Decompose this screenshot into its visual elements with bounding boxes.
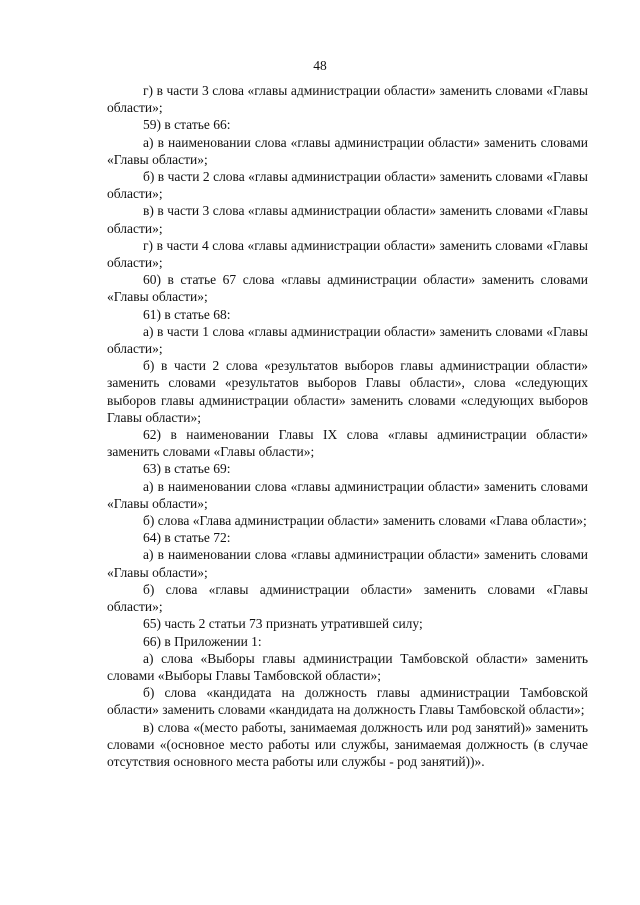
paragraph: 66) в Приложении 1: [143,633,262,649]
page-number: 48 [313,58,327,73]
paragraph: в) слова «(место работы, занимаемая должность или род занятий)» заменить словами «(основное место работы или службы, занимаемая должность (в случае отсутствия основного места работы или службы - род занятий))». [107,719,588,769]
paragraph: 63) в статье 69: [143,461,231,477]
paragraph: а) в наименовании слова «главы администрации области» заменить словами «Главы области»; [107,478,588,511]
paragraph: б) в части 2 слова «результатов выборов главы администрации области» заменить словами «результатов выборов Главы области», слова «следующих выборов главы администрации области» заменить словами «следующих выборов Главы области»; [107,358,588,425]
paragraph: 61) в статье 68: [143,306,231,322]
paragraph: а) в наименовании слова «главы администрации области» заменить словами «Главы области»; [107,134,588,167]
paragraph: г) в части 4 слова «главы администрации области» заменить словами «Главы области»; [107,237,588,271]
paragraph: а) в части 1 слова «главы администрации области» заменить словами «Главы области»; [107,323,588,357]
paragraph: б) в части 2 слова «главы администрации области» заменить словами «Главы области»; [107,169,588,202]
paragraph: б) слова «Глава администрации области» заменить словами «Глава области»; [143,513,587,529]
paragraph: б) слова «кандидата на должность главы администрации Тамбовской области» заменить словами «кандидата на должность Главы Тамбовской области»; [107,685,588,718]
paragraph: 64) в статье 72: [143,530,231,546]
paragraph: б) слова «главы администрации области» заменить словами «Главы области»; [107,581,588,615]
paragraph: 59) в статье 66: [143,117,231,133]
paragraph: 60) в статье 67 слова «главы администрации области» заменить словами «Главы области»; [107,272,588,305]
document-body [107,82,588,770]
paragraph: а) в наименовании слова «главы администрации области» заменить словами «Главы области»; [107,547,588,580]
paragraph: а) слова «Выборы главы администрации Тамбовской области» заменить словами «Выборы Главы Тамбовской области»; [107,650,588,683]
paragraph: 65) часть 2 статьи 73 признать утратившей силу; [143,616,423,632]
paragraph: 62) в наименовании Главы IX слова «главы администрации области» заменить словами «Главы области»; [107,427,588,460]
paragraph: в) в части 3 слова «главы администрации области» заменить словами «Главы области»; [107,203,588,236]
paragraph: г) в части 3 слова «главы администрации области» заменить словами «Главы области»; [107,83,588,116]
